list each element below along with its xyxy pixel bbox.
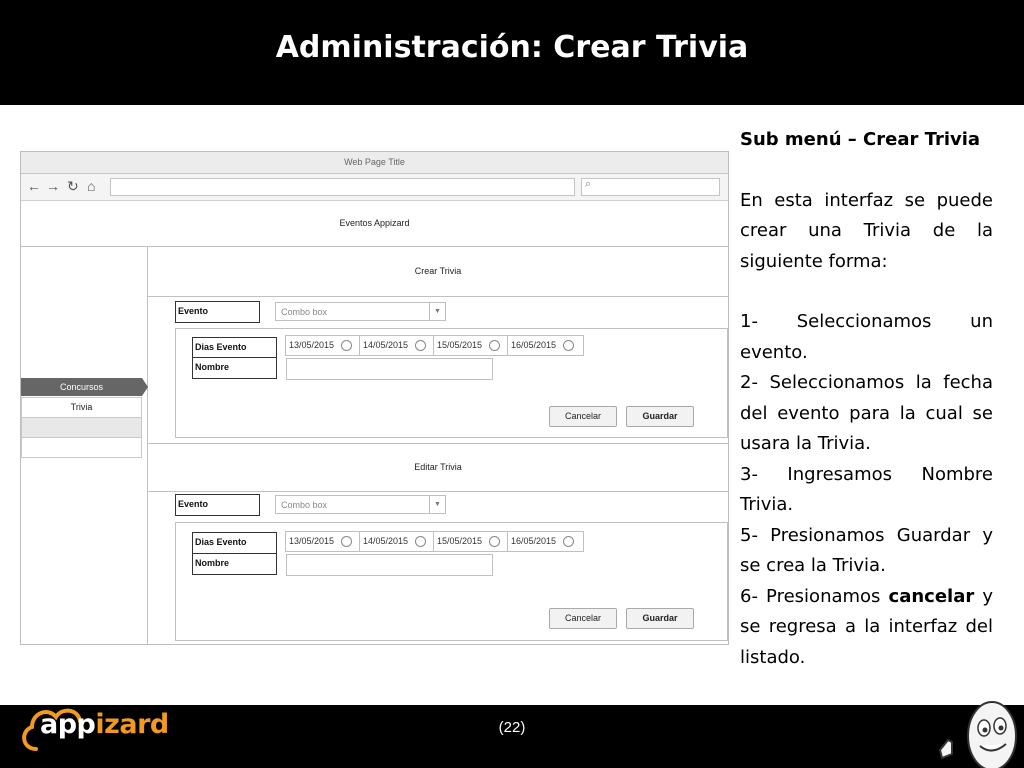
- step-6: 6- Presionamos cancelar y se regresa a la interfaz del listado.: [740, 585, 994, 668]
- sidebar-item-concursos[interactable]: Concursos: [21, 378, 142, 396]
- days-label: Dias Evento: [192, 337, 277, 358]
- combo-placeholder: Combo box: [281, 500, 328, 510]
- cancel-button[interactable]: Cancelar: [549, 608, 617, 629]
- radio-icon[interactable]: [341, 536, 352, 547]
- description-heading: Sub menú – Crear Trivia: [740, 129, 981, 150]
- edit-section-title: Editar Trivia: [148, 443, 728, 492]
- active-indicator-arrow: [142, 378, 148, 396]
- combo-placeholder: Combo box: [281, 307, 328, 317]
- name-input[interactable]: [286, 358, 493, 380]
- browser-nav-bar: [21, 174, 728, 201]
- logo-text: appizard: [40, 709, 169, 740]
- window-title: Web Page Title: [21, 152, 728, 174]
- event-combo-box[interactable]: [275, 495, 446, 514]
- date-option[interactable]: 15/05/2015: [434, 336, 508, 355]
- url-bar[interactable]: [110, 178, 575, 196]
- date-option[interactable]: 14/05/2015: [360, 532, 434, 551]
- sidebar: [21, 247, 148, 644]
- radio-icon[interactable]: [489, 536, 500, 547]
- description-panel: [740, 125, 993, 673]
- step-5: 5- Presionamos Guardar y se crea la Trivia.: [740, 524, 993, 576]
- date-option[interactable]: 13/05/2015: [286, 532, 360, 551]
- radio-icon[interactable]: [563, 536, 574, 547]
- step-1: 1- Seleccionamos un evento.: [740, 311, 993, 363]
- date-option[interactable]: 16/05/2015: [508, 532, 582, 551]
- home-icon[interactable]: ⌂: [87, 178, 96, 194]
- step-2: 2- Seleccionamos la fecha del evento para la cual se usara la Trivia.: [740, 372, 993, 454]
- date-option[interactable]: 16/05/2015: [508, 336, 582, 355]
- page-number: (22): [498, 719, 526, 736]
- radio-icon[interactable]: [341, 340, 352, 351]
- footer-bar: [0, 705, 1024, 768]
- search-icon: ⌕: [585, 178, 592, 190]
- date-options: [285, 335, 584, 356]
- save-button[interactable]: Guardar: [626, 406, 694, 427]
- search-bar[interactable]: [581, 178, 720, 196]
- appizard-logo: [18, 697, 168, 757]
- days-label: Dias Evento: [192, 532, 277, 554]
- sidebar-item-trivia[interactable]: Trivia: [21, 397, 142, 418]
- date-option[interactable]: 13/05/2015: [286, 336, 360, 355]
- date-option[interactable]: 15/05/2015: [434, 532, 508, 551]
- radio-icon[interactable]: [415, 536, 426, 547]
- name-label: Nombre: [192, 357, 277, 379]
- radio-icon[interactable]: [415, 340, 426, 351]
- radio-icon[interactable]: [489, 340, 500, 351]
- event-label: Evento: [175, 494, 260, 516]
- chevron-down-icon[interactable]: ▼: [429, 496, 445, 513]
- sidebar-item-empty: [21, 417, 142, 438]
- forward-arrow-icon[interactable]: →: [46, 178, 60, 194]
- slide-title: Administración: Crear Trivia: [275, 30, 749, 65]
- mascot-icon: [934, 684, 1024, 768]
- radio-icon[interactable]: [563, 340, 574, 351]
- wireframe-window: [20, 151, 729, 645]
- name-label: Nombre: [192, 553, 277, 575]
- date-options: [285, 531, 584, 552]
- title-bar: [0, 0, 1024, 105]
- cancel-button[interactable]: Cancelar: [549, 406, 617, 427]
- sidebar-item-empty: [21, 437, 142, 458]
- reload-icon[interactable]: ↻: [67, 178, 79, 194]
- event-label: Evento: [175, 301, 260, 323]
- back-arrow-icon[interactable]: ←: [27, 178, 41, 194]
- date-option[interactable]: 14/05/2015: [360, 336, 434, 355]
- name-input[interactable]: [286, 554, 493, 576]
- create-section-title: Crear Trivia: [148, 247, 728, 297]
- chevron-down-icon[interactable]: ▼: [429, 303, 445, 320]
- page-header: Eventos Appizard: [21, 200, 728, 247]
- step-3: 3- Ingresamos Nombre Trivia.: [740, 463, 993, 515]
- description-intro: En esta interfaz se puede crear una Trivia de la siguiente forma:: [740, 189, 993, 272]
- event-combo-box[interactable]: [275, 302, 446, 321]
- save-button[interactable]: Guardar: [626, 608, 694, 629]
